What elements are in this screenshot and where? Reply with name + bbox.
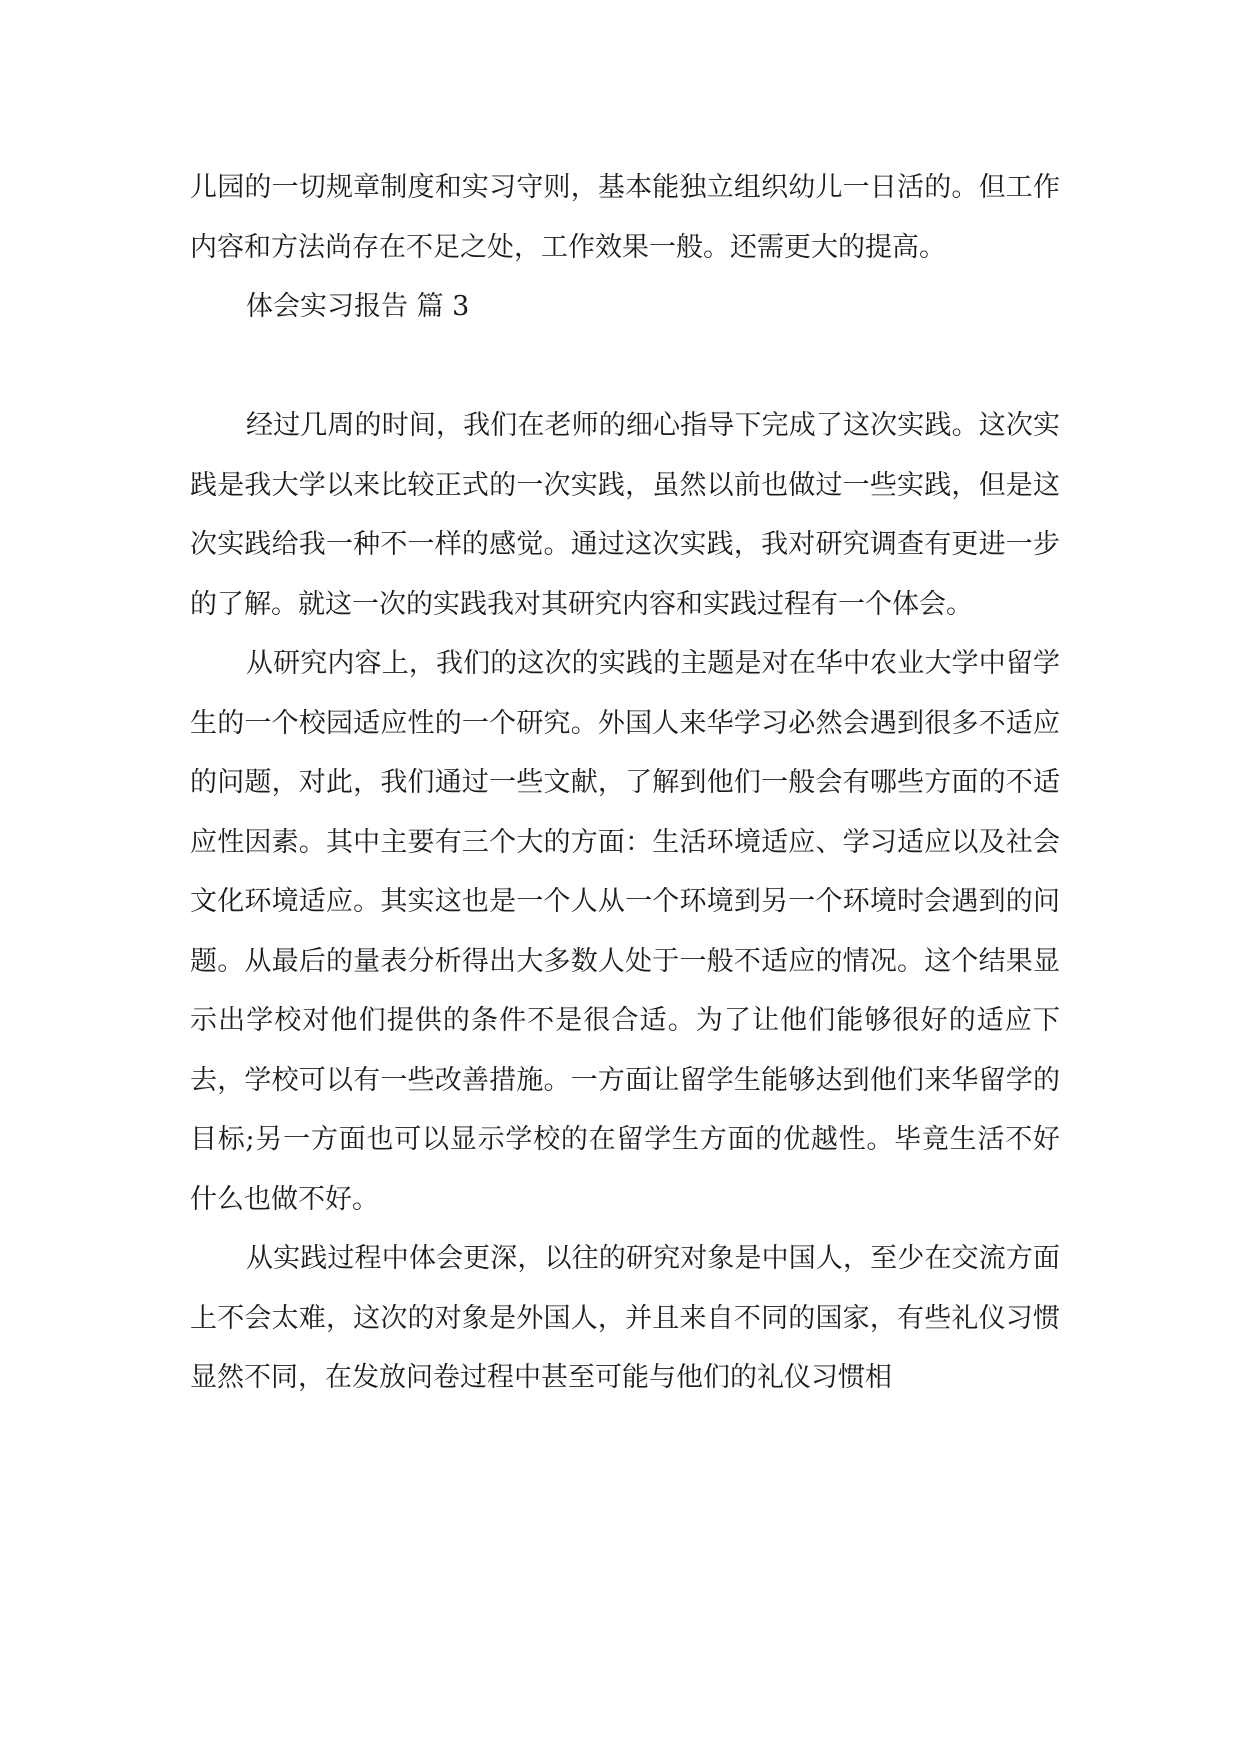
document-body: [190, 158, 1060, 1408]
section-heading: 体会实习报告 篇 3: [246, 291, 470, 322]
continued-paragraph: 儿园的一切规章制度和实习守则，基本能独立组织幼儿一日活的。但工作内容和方法尚存在不足之处，工作效果一般。还需更大的提高。: [190, 172, 1060, 263]
body-paragraph: 从实践过程中体会更深，以往的研究对象是中国人，至少在交流方面上不会太难，这次的对象是外国人，并且来自不同的国家，有些礼仪习惯显然不同，在发放问卷过程中甚至可能与他们的礼仪习惯相: [190, 1243, 1060, 1393]
body-paragraph: 经过几周的时间，我们在老师的细心指导下完成了这次实践。这次实践是我大学以来比较正式的一次实践，虽然以前也做过一些实践，但是这次实践给我一种不一样的感觉。通过这次实践，我对研究调查有更进一步的了解。就这一次的实践我对其研究内容和实践过程有一个体会。: [190, 410, 1060, 620]
body-paragraph: 从研究内容上，我们的这次的实践的主题是对在华中农业大学中留学生的一个校园适应性的一个研究。外国人来华学习必然会遇到很多不适应的问题，对此，我们通过一些文献，了解到他们一般会有哪些方面的不适应性因素。其中主要有三个大的方面：生活环境适应、学习适应以及社会文化环境适应。其实这也是一个人从一个环境到另一个环境时会遇到的问题。从最后的量表分析得出大多数人处于一般不适应的情况。这个结果显示出学校对他们提供的条件不是很合适。为了让他们能够很好的适应下去，学校可以有一些改善措施。一方面让留学生能够达到他们来华留学的目标;另一方面也可以显示学校的在留学生方面的优越性。毕竟生活不好什么也做不好。: [190, 648, 1060, 1215]
